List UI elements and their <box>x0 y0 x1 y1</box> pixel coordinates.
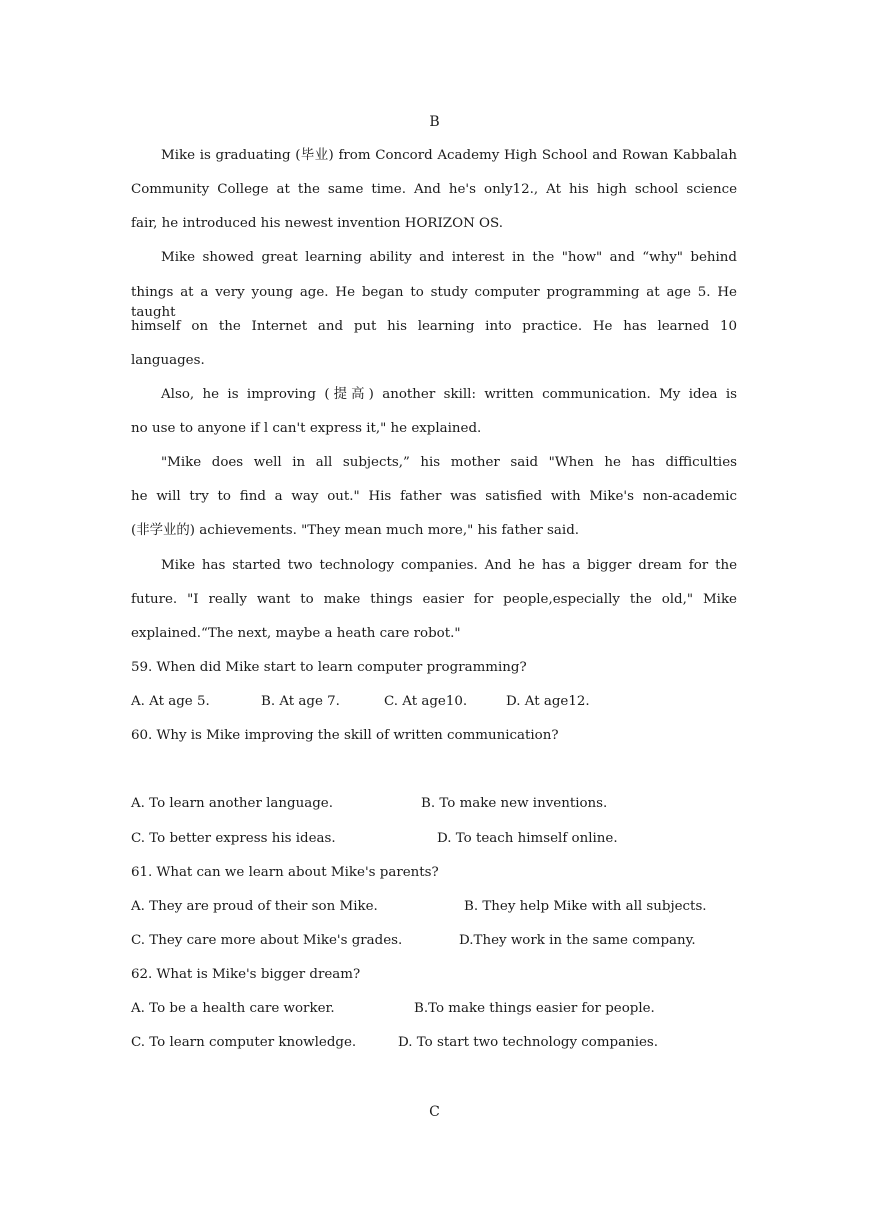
passage-line: Also, he is improving (提高) another skill: written communication. My idea is <box>161 387 737 402</box>
question-62-option-d: D. To start two technology companies. <box>398 1035 659 1050</box>
passage-line: himself on the Internet and put his learning into practice. He has learned 10 <box>131 319 737 334</box>
question-60-stem: 60. Why is Mike improving the skill of written communication? <box>131 728 559 743</box>
question-61-option-b: B. They help Mike with all subjects. <box>464 899 707 914</box>
passage-line: Mike has started two technology companies. And he has a bigger dream for the <box>161 558 737 573</box>
question-60-option-b: B. To make new inventions. <box>421 796 608 811</box>
question-61-stem: 61. What can we learn about Mike's parents? <box>131 865 439 880</box>
passage-line: Mike is graduating (毕业) from Concord Academy High School and Rowan Kabbalah <box>161 148 737 163</box>
section-heading-b: B <box>429 114 440 130</box>
passage-line: "Mike does well in all subjects,” his mother said "When he has difficulties <box>161 455 737 470</box>
passage-line: things at a very young age. He began to study computer programming at age 5. He taught <box>131 285 737 320</box>
question-60-option-a: A. To learn another language. <box>131 796 333 811</box>
section-heading-c: C <box>429 1104 440 1120</box>
passage-line: (非学业的) achievements. "They mean much more," his father said. <box>131 523 580 538</box>
passage-line: Mike showed great learning ability and interest in the "how" and “why" behind <box>161 250 737 265</box>
question-59-option-d: D. At age12. <box>506 694 590 709</box>
question-60-option-d: D. To teach himself online. <box>437 831 618 846</box>
question-59-option-a: A. At age 5. <box>131 694 210 709</box>
question-62-stem: 62. What is Mike's bigger dream? <box>131 967 361 982</box>
question-61-option-d: D.They work in the same company. <box>459 933 696 948</box>
passage-line: future. "I really want to make things easier for people,especially the old," Mike <box>131 592 737 607</box>
passage-line: no use to anyone if l can't express it," he explained. <box>131 421 482 436</box>
passage-line: he will try to find a way out." His father was satisfied with Mike's non-academic <box>131 489 737 504</box>
question-61-option-a: A. They are proud of their son Mike. <box>131 899 378 914</box>
question-62-option-b: B.To make things easier for people. <box>414 1001 655 1016</box>
question-62-option-c: C. To learn computer knowledge. <box>131 1035 357 1050</box>
passage-line: languages. <box>131 353 205 368</box>
question-59-option-b: B. At age 7. <box>261 694 340 709</box>
question-59-stem: 59. When did Mike start to learn computer programming? <box>131 660 527 675</box>
question-60-option-c: C. To better express his ideas. <box>131 831 336 846</box>
question-62-option-a: A. To be a health care worker. <box>131 1001 335 1016</box>
question-61-option-c: C. They care more about Mike's grades. <box>131 933 403 948</box>
passage-line: fair, he introduced his newest invention HORIZON OS. <box>131 216 503 231</box>
passage-line: Community College at the same time. And he's only12., At his high school science <box>131 182 737 197</box>
passage-line: explained.“The next, maybe a heath care robot." <box>131 626 461 641</box>
question-59-option-c: C. At age10. <box>384 694 468 709</box>
